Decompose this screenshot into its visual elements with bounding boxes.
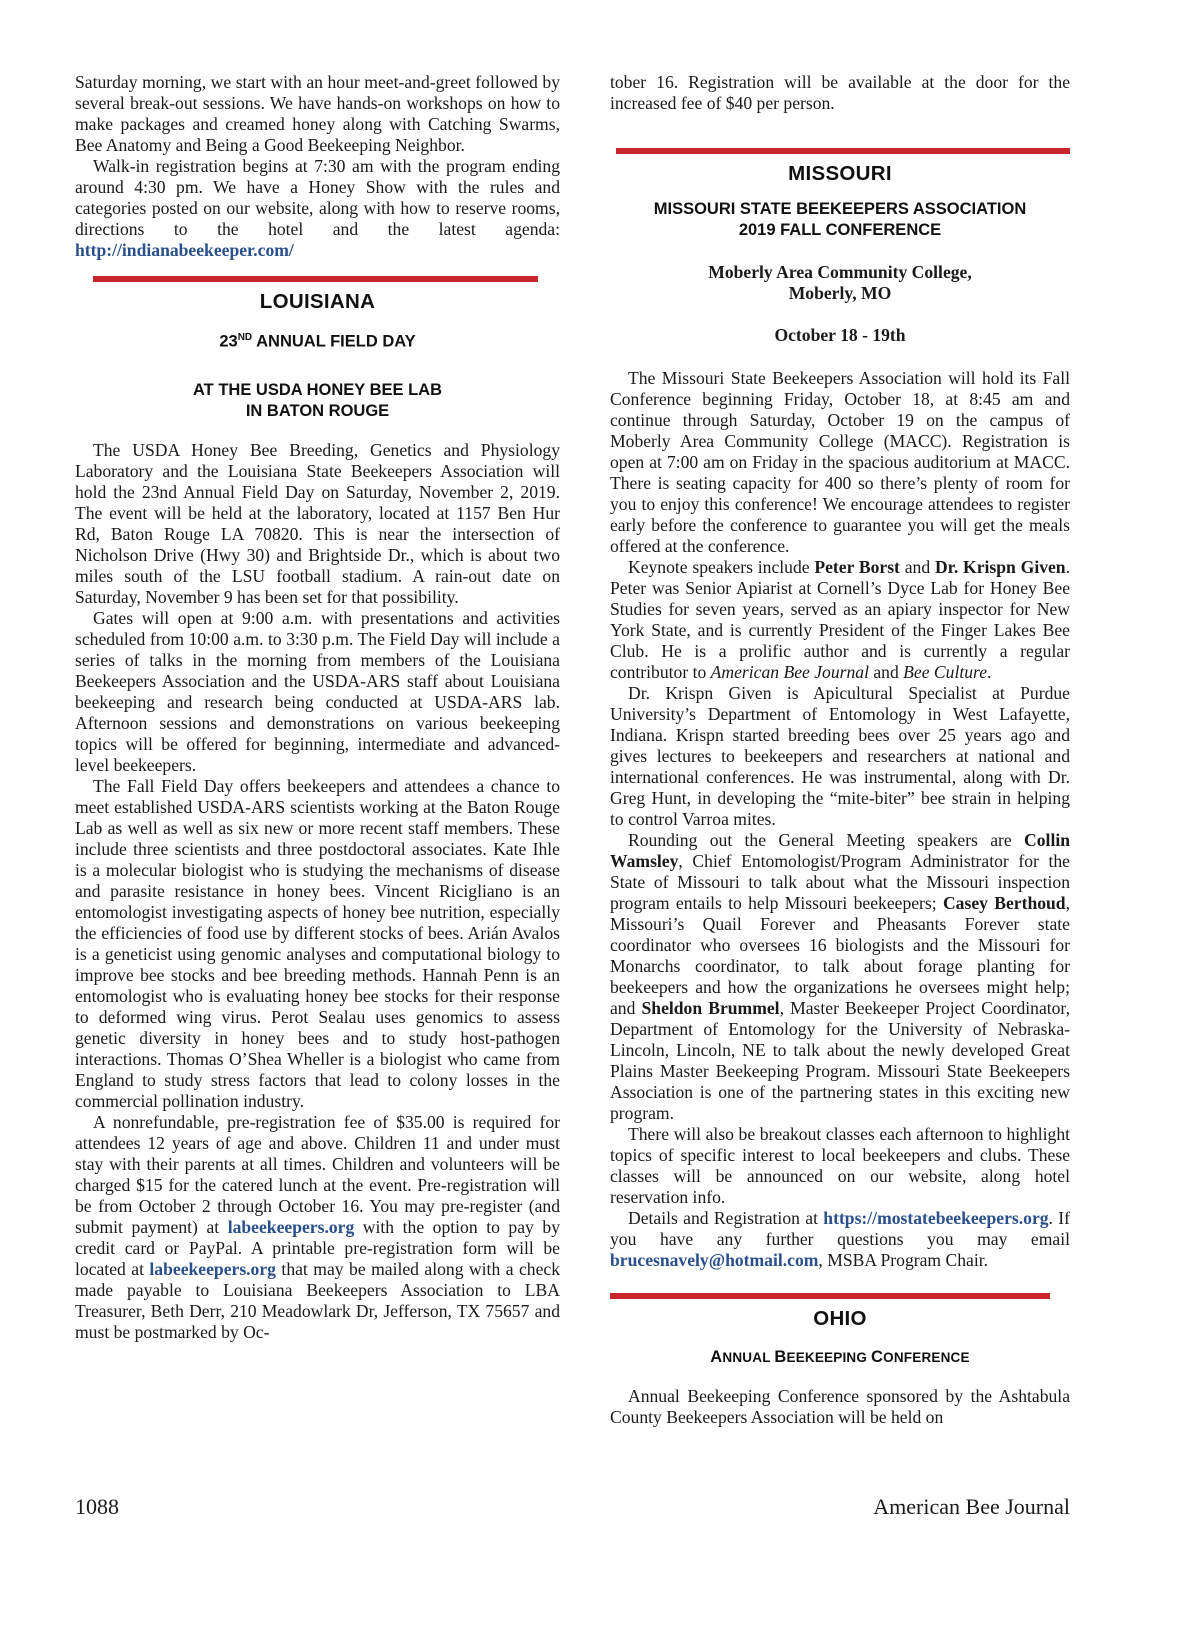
ohio-section-rule: [610, 1293, 1050, 1299]
louisiana-subheading-field-day: [75, 327, 560, 353]
louisiana-subheading-location: [75, 380, 560, 422]
keynote-end: .: [987, 662, 992, 682]
ohio-sub-cap-b: B: [774, 1348, 787, 1366]
speaker-sheldon-brummel: Sheldon Brummel: [641, 998, 780, 1018]
missouri-section-rule: [616, 148, 1070, 154]
ohio-subheading: [610, 1348, 1070, 1367]
speakers-text-a: Rounding out the General Meeting speakers are: [628, 830, 1025, 850]
location-line-1: AT THE USDA HONEY BEE LAB: [192, 380, 443, 399]
louisiana-heading: LOUISIANA: [259, 290, 376, 313]
louisiana-section-rule: [93, 276, 538, 282]
missouri-body: [610, 368, 1070, 1271]
contact-email-link[interactable]: brucesnavely@hotmail.com: [610, 1250, 819, 1270]
ohio-sub-word-c: ONFERENCE: [883, 1350, 970, 1365]
speaker-collin-wamsley: Collin Wamsley: [610, 830, 1070, 871]
missouri-venue: [610, 262, 1070, 304]
details-text-b: . If you have any further questions you may email: [610, 1208, 1071, 1249]
speaker-peter-borst: Peter Borst: [814, 557, 900, 577]
keynote-and-2: and: [868, 662, 904, 682]
labeekeepers-link-2[interactable]: labeekeepers.org: [149, 1258, 276, 1279]
keynote-text-a: Keynote speakers include: [628, 557, 815, 577]
missouri-sub-line-1: MISSOURI STATE BEEKEEPERS ASSOCIATION: [653, 200, 1027, 218]
keynote-and: and: [899, 557, 935, 577]
indiana-paragraph-1: Saturday morning, we start with an hour meet-and-greet followed by several break-out sessions. We have hands-on workshops on how to make packages and creamed honey along with Catching Swarms, Bee Anatomy and Being a Good Beekeeping Neighbor.: [75, 72, 560, 155]
page-number: 1088: [75, 1494, 119, 1519]
venue-line-1: Moberly Area Community College,: [708, 262, 972, 282]
ohio-heading: OHIO: [813, 1307, 867, 1330]
speakers-text-c: , Missouri’s Quail Forever and Pheasants Forever state coordinator who oversees 16 biologists and the Missouri for Monarchs coordinator, to talk about forage planting for beekeepers and how the organizations he oversees might help; and: [610, 893, 1071, 1018]
left-column: [75, 72, 560, 1343]
missouri-paragraph-2: [610, 557, 1070, 683]
venue-line-2: Moberly, MO: [788, 283, 892, 303]
missouri-paragraph-3: Dr. Krispn Given is Apicultural Specialist at Purdue University’s Department of Entomology in West Lafayette, Indiana. Krispn started breeding bees over 25 years ago and gives lectures to beekeepers and researchers at national and international conferences. He was instrumental, along with Dr. Greg Hunt, in developing the “mite-biter” bee strain in helping to control Varroa mites.: [610, 683, 1070, 829]
louisiana-paragraph-4: [75, 1112, 560, 1343]
missouri-heading: MISSOURI: [788, 162, 892, 185]
ohio-sub-word-a: NNUAL: [722, 1350, 775, 1365]
missouri-paragraph-6: [610, 1208, 1070, 1271]
mostatebeekeepers-link[interactable]: https://mostatebeekeepers.org: [823, 1208, 1049, 1228]
journal-name: American Bee Journal: [873, 1494, 1070, 1519]
details-text-a: Details and Registration at: [628, 1208, 824, 1228]
missouri-paragraph-4: [610, 830, 1070, 1124]
speakers-text-d: , Master Beekeeper Project Coordinator, Department of Entomology for the University of Nebraska-Lincoln, Lincoln, NE to talk about the newly developed Great Plains Master Beekeeping Program. Missouri State Beekeepers Association is one of the partnering states in this exciting new program.: [610, 998, 1070, 1123]
right-column: [610, 72, 1070, 1428]
indiana-paragraph-2-text: Walk-in registration begins at 7:30 am with the program ending around 4:30 pm. We have a Honey Show with the rules and categories posted on our website, along with how to reserve rooms, directions to the hotel and the latest agenda:: [75, 156, 560, 239]
speaker-krispn-given: Dr. Krispn Given: [934, 557, 1066, 577]
indiana-paragraph-2: [75, 156, 560, 261]
ohio-sub-cap-a: A: [710, 1348, 723, 1366]
publication-bee-culture: Bee Culture: [903, 662, 988, 682]
missouri-subheading: [610, 199, 1070, 241]
missouri-paragraph-1: The Missouri State Beekeepers Association will hold its Fall Conference beginning Friday, October 18, at 8:45 am and continue through Saturday, October 19 on the campus of Moberly Area Community College (MACC). Registration is open at 7:00 am on Friday in the spacious auditorium at MACC. There is seating capacity for 400 so there’s plenty of room for you to enjoy this conference! We encourage attendees to register early before the conference to guarantee you will get the meals offered at the conference.: [610, 368, 1070, 556]
speakers-text-b: , Chief Entomologist/Program Administrator for the State of Missouri to talk about what the Missouri inspection program entails to help Missouri beekeepers;: [610, 851, 1070, 913]
field-day-number: 23: [219, 332, 238, 351]
missouri-paragraph-5: There will also be breakout classes each afternoon to highlight topics of specific interest to local beekeepers and clubs. These classes will be announced on our website, along hotel reservation info.: [610, 1124, 1070, 1207]
missouri-sub-line-2: 2019 FALL CONFERENCE: [738, 221, 942, 239]
fee-text-a: A nonrefundable, pre-registration fee of $35.00 is required for attendees 12 years of age and above. Children 11 and under must stay with their parents at all times. Children and volunteers will be charged $15 for the catered lunch at the event. Pre-registration will be from October 2 through October 16. You may pre-register (and submit payment) at: [75, 1111, 560, 1237]
ohio-sub-cap-c: C: [871, 1348, 884, 1366]
missouri-dates: October 18 - 19th: [774, 325, 906, 345]
louisiana-paragraph-1: The USDA Honey Bee Breeding, Genetics and Physiology Laboratory and the Louisiana State Beekeepers Association will hold the 23nd Annual Field Day on Saturday, November 2, 2019. The event will be held at the laboratory, located at 1157 Ben Hur Rd, Baton Rouge LA 70820. This is near the intersection of Nicholson Drive (Hwy 30) and Brightside Dr., which is about two miles south of the LSU football stadium. A rain-out date on Saturday, November 9 has been set for that possibility.: [75, 439, 560, 607]
fee-text-c: that may be mailed along with a check made payable to Louisiana Beekeepers Association to LBA Treasurer, Beth Derr, 210 Meadowlark Dr, Jefferson, TX 75657 and must be postmarked by Oc-: [75, 1258, 560, 1342]
keynote-text-b: . Peter was Senior Apiarist at Cornell’s Dyce Lab for Honey Bee Studies for seven years, served as an apiary inspector for New York State, and is currently President of the Finger Lakes Bee Club. He is a prolific author and is currently a regular contributor to: [610, 557, 1071, 682]
location-line-2: IN BATON ROUGE: [245, 401, 390, 420]
publication-abj: American Bee Journal: [710, 662, 869, 682]
ohio-body: [610, 1386, 1070, 1428]
field-day-title: ANNUAL FIELD DAY: [252, 332, 416, 351]
louisiana-continued-paragraph: tober 16. Registration will be available at the door for the increased fee of $40 per person.: [610, 72, 1070, 113]
louisiana-body: [75, 440, 560, 1343]
ohio-sub-word-b: EEKEEPING: [786, 1350, 872, 1365]
details-text-c: , MSBA Program Chair.: [818, 1250, 989, 1270]
indiana-website-link[interactable]: http://indianabeekeeper.com/: [75, 240, 294, 260]
speaker-casey-berthoud: Casey Berthoud: [942, 893, 1066, 913]
fee-text-b: with the option to pay by credit card or PayPal. A printable pre-registration form will be located at: [75, 1216, 560, 1279]
louisiana-paragraph-2: Gates will open at 9:00 a.m. with presentations and activities scheduled from 10:00 a.m. to 3:30 p.m. The Field Day will include a series of talks in the morning from members of the Louisiana Beekeepers Association and the USDA-ARS staff about Louisiana beekeeping and research being conducted at USDA-ARS lab. Afternoon sessions and demonstrations on various beekeeping topics will be offered for beginning, intermediate and advanced-level beekeepers.: [75, 607, 560, 775]
field-day-ordinal: ND: [237, 332, 253, 343]
louisiana-paragraph-3: The Fall Field Day offers beekeepers and attendees a chance to meet established USDA-ARS scientists working at the Baton Rouge Lab as well as well as six new or more recent staff members. These include three scientists and three postdoctoral associates. Kate Ihle is a molecular biologist who is studying the mechanisms of disease and parasite resistance in honey bees. Vincent Ricigliano is an entomologist investigating aspects of honey bee nutrition, especially the efficiencies of food use by different stocks of bees. Arián Avalos is a geneticist using genomic analyses and computational biology to improve bee stocks and bee breeding methods. Hannah Penn is an entomologist who is evaluating honey bee stocks for their response to deformed wing virus. Perot Sealau uses genomics to assess genetic diversity in honey bees and to study host-pathogen interactions. Thomas O’Shea Wheller is a biologist who came from England to study stress factors that lead to colony losses in the commercial pollination industry.: [75, 775, 560, 1111]
labeekeepers-link-1[interactable]: labeekeepers.org: [227, 1216, 355, 1237]
ohio-paragraph-1: Annual Beekeeping Conference sponsored by the Ashtabula County Beekeepers Association will be held on: [610, 1386, 1070, 1427]
